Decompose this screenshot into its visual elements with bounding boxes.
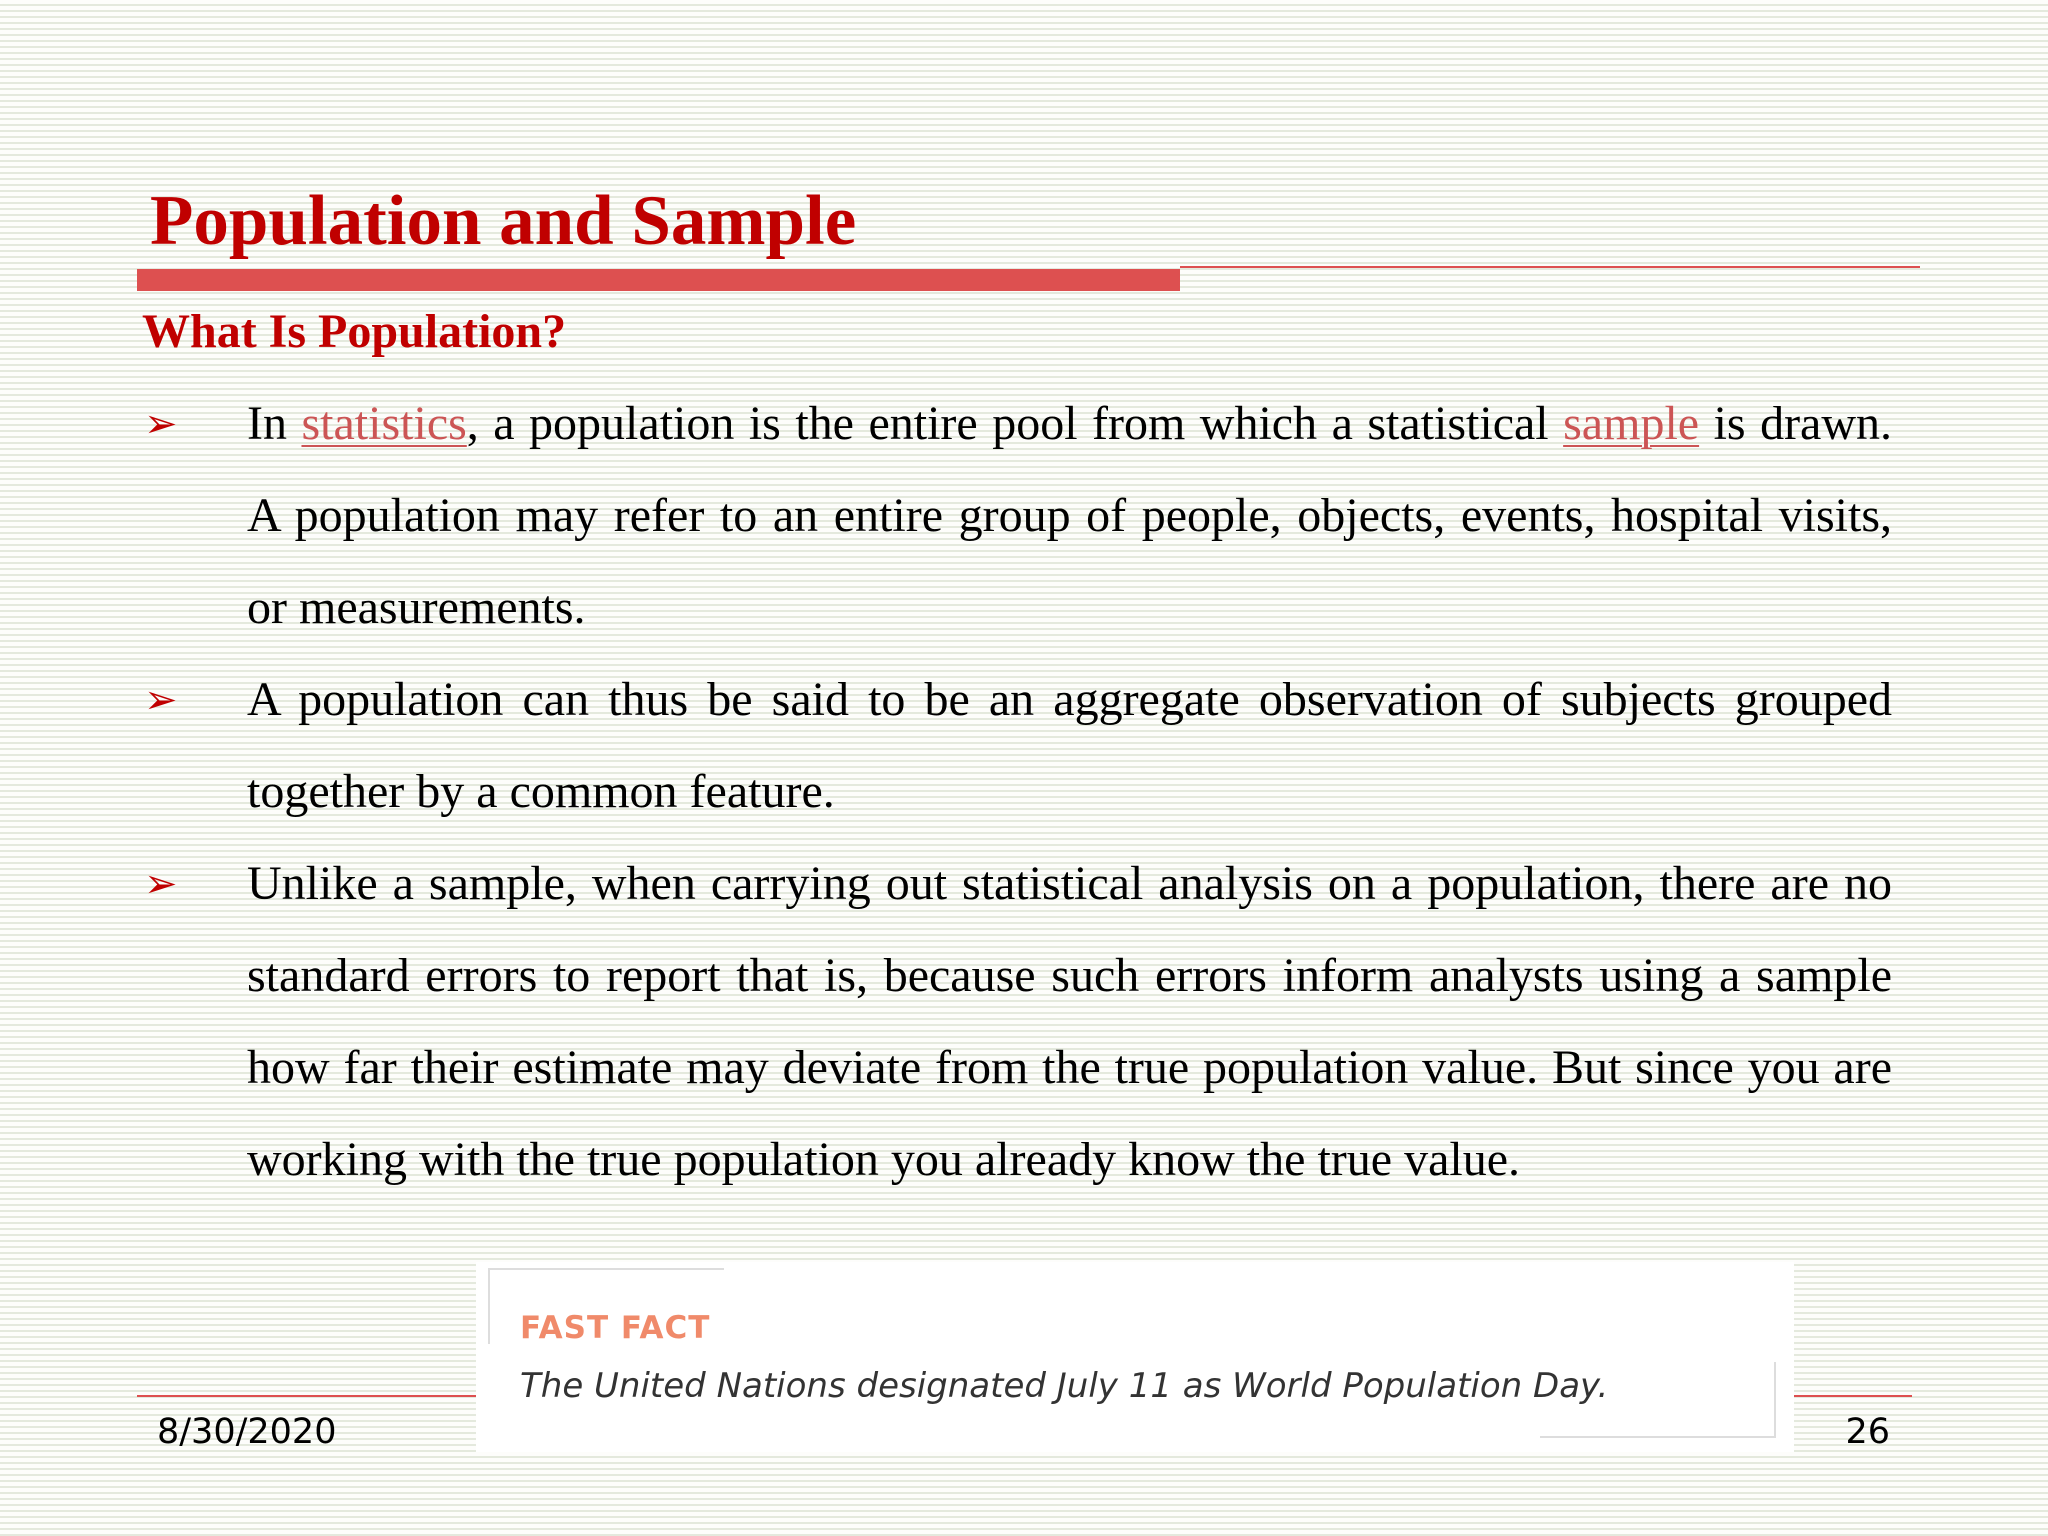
footer-date: 8/30/2020 [157,1412,337,1452]
callout-frame-top [488,1268,724,1270]
arrowhead-bullet-icon: ➢ [144,677,178,723]
bullet-item-3 [140,838,1892,1206]
fast-fact-text: The United Nations designated July 11 as World Population Day. [520,1366,1609,1406]
arrowhead-bullet-icon: ➢ [144,401,178,447]
bullet-text-pre: In [247,397,302,450]
bullet-text-mid: , a population is the entire pool from which a statistical [466,397,1564,450]
title-underline-thick [137,269,1180,291]
bullet-item-1 [140,378,1892,654]
statistics-link[interactable]: statistics [301,397,467,450]
sample-link[interactable]: sample [1563,397,1700,450]
callout-frame-right [1774,1362,1776,1436]
fast-fact-label: FAST FACT [520,1310,711,1346]
bullet-text: A population can thus be said to be an aggregate observation of subjects grouped together by a common feature. [247,673,1892,818]
footer-rule-right [1792,1395,1912,1397]
slide-title: Population and Sample [150,182,857,260]
bullet-item-2 [140,654,1892,838]
callout-frame-left [488,1268,490,1344]
bullet-list [140,378,1892,1206]
bullet-text: Unlike a sample, when carrying out statistical analysis on a population, there are no standard errors to report that is, because such errors inform analysts using a sample how far their estimate may deviate from the true population value. But since you are working with the true population you already know the true value. [247,857,1892,1186]
page-number: 26 [1845,1412,1890,1452]
callout-frame-bottom [1540,1436,1776,1438]
fast-fact-callout [476,1262,1794,1452]
title-underline-thin [1180,266,1920,268]
arrowhead-bullet-icon: ➢ [144,861,178,907]
footer-rule-left [137,1395,477,1397]
bullet-text-post: is drawn. A population may refer to an entire group of people, objects, events, hospital visits, or measurements. [247,397,1893,634]
section-heading: What Is Population? [142,305,567,358]
